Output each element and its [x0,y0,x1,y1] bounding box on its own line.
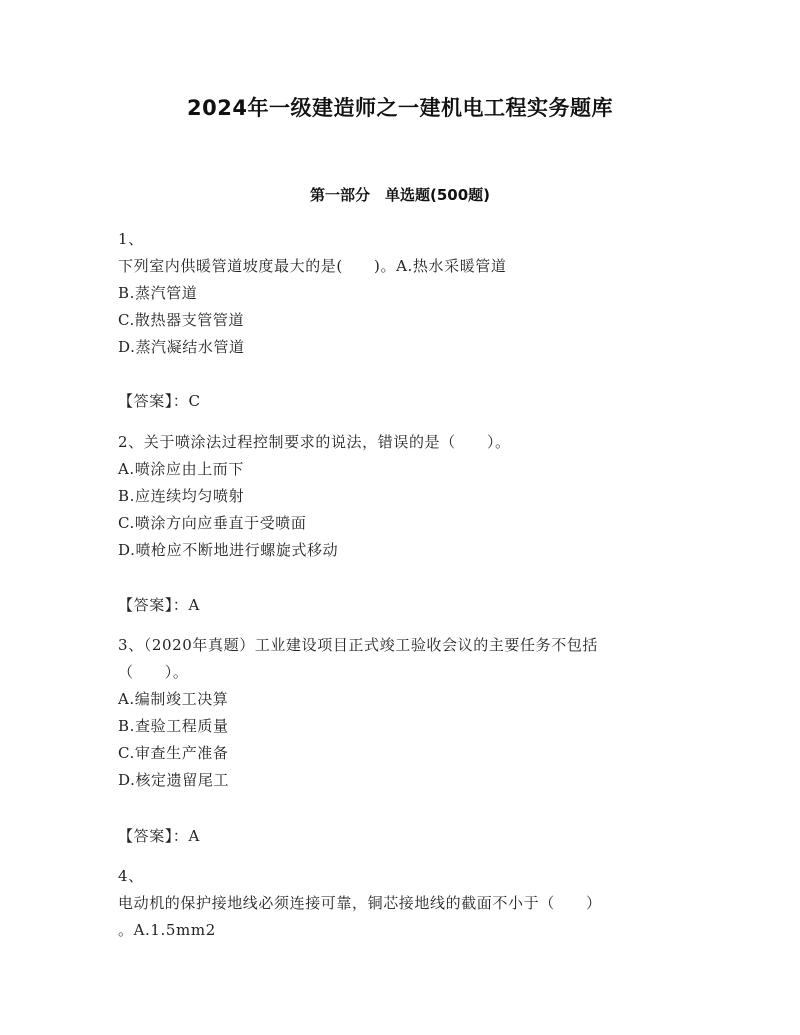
question-2-option-a: A.喷涂应由上而下 [118,460,245,478]
section-heading: 第一部分 单选题(500题) [309,186,491,204]
document-title: 2024年一级建造师之一建机电工程实务题库 [187,96,613,120]
question-2-option-b: B.应连续均匀喷射 [118,487,245,505]
question-3-option-a: A.编制竣工决算 [118,690,229,708]
question-1-answer: 【答案】：C [118,392,201,410]
question-1-stem: 下列室内供暖管道坡度最大的是( )。A.热水采暖管道 [118,257,507,275]
question-2-answer: 【答案】：A [118,596,200,614]
question-1-option-c: C.散热器支管管道 [118,311,245,329]
question-1-number: 1、 [118,230,144,248]
question-4-number: 4、 [118,867,144,885]
question-3-option-b: B.查验工程质量 [118,717,229,735]
question-4-stem-continued: 。A.1.5mm2 [118,921,216,939]
question-1-option-d: D.蒸汽凝结水管道 [118,338,245,356]
question-2-stem: 2、关于喷涂法过程控制要求的说法，错误的是（ ）。 [118,433,511,451]
question-3-stem: 3、（2020年真题）工业建设项目正式竣工验收会议的主要任务不包括 [118,636,599,654]
question-2-option-c: C.喷涂方向应垂直于受喷面 [118,514,307,532]
question-3-stem-continued: （ ）。 [118,663,189,681]
question-3-answer: 【答案】：A [118,827,200,845]
question-2-option-d: D.喷枪应不断地进行螺旋式移动 [118,541,339,559]
question-4-stem: 电动机的保护接地线必须连接可靠，铜芯接地线的截面不小于（ ） [118,894,602,912]
question-3-option-d: D.核定遗留尾工 [118,771,230,789]
question-3-option-c: C.审查生产准备 [118,744,229,762]
question-1-option-b: B.蒸汽管道 [118,284,198,302]
